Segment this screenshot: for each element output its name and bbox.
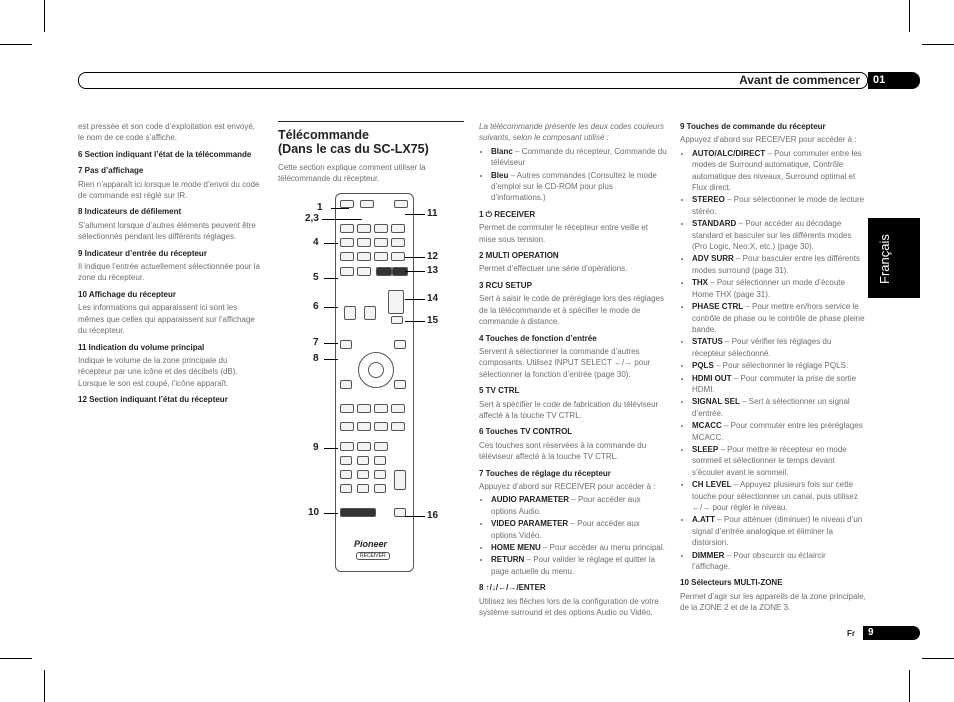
list-item: • STATUS – Pour vérifier les réglages du récepteur sélectionné. [692, 336, 866, 359]
callout-label: 1 [317, 202, 323, 213]
callout-line [405, 214, 425, 215]
list-item: • ADV SURR – Pour basculer entre les différents modes surround (page 31). [692, 253, 866, 276]
remote-title: Télécommande [278, 128, 370, 142]
video-parameter-button [394, 340, 406, 349]
receiver-control-button [391, 422, 405, 431]
callout-label: 16 [427, 510, 439, 521]
language-label: Français [877, 234, 892, 284]
callout-line [331, 208, 349, 209]
callout-label: 2,3 [305, 213, 319, 224]
column-3 [479, 121, 667, 620]
item-text: Ces touches sont réservées à la commande du téléviseur affecté à la touche TV CTRL. [479, 440, 647, 462]
input-button [340, 252, 354, 261]
chapter-number: 01 [868, 72, 920, 89]
list-item: • A.ATT – Pour atténuer (diminuer) le niveau d’un signal d’entrée analogique et éliminer la distorsion. [692, 514, 866, 548]
input-button [374, 238, 388, 247]
remote-intro: Cette section explique comment utiliser la télécommande du récepteur. [278, 163, 426, 184]
return-button [394, 380, 406, 389]
list-item: • MCACC – Pour commuter entre les préréglages MCACC. [692, 420, 866, 443]
callout-line [324, 278, 338, 279]
item-text: Rien n’apparaît ici lorsque le mode d’envoi du code de commande est réglé sur IR. [78, 179, 260, 201]
callout-line [405, 299, 425, 300]
item-heading: 2 MULTI OPERATION [479, 251, 559, 261]
item-heading: 8 ↑/↓/←/→/ENTER [479, 583, 546, 593]
crop-mark [922, 44, 954, 45]
number-button [340, 484, 352, 493]
input-select-button [340, 267, 354, 276]
list-item: • SIGNAL SEL – Sert à sélectionner un signal d’entrée. [692, 396, 866, 419]
input-button [357, 224, 371, 233]
callout-label: 14 [427, 293, 439, 304]
callout-label: 13 [427, 265, 439, 276]
receiver-control-button [391, 404, 405, 413]
tv-volume-button [364, 306, 376, 320]
column-4 [680, 121, 866, 616]
number-button [340, 470, 352, 479]
item-text: Servent à sélectionner la commande d’autres composants. Utilisez INPUT SELECT ←/→ pour sélectionner la fonction d’entrée (page 30). [479, 346, 651, 379]
item-heading: 10 Sélecteurs MULTI-ZONE [680, 578, 783, 588]
item-text: Il indique l’entrée actuellement sélectionnée pour la zone du récepteur. [78, 262, 260, 283]
list-item: • PHASE CTRL – Pour mettre en/hors service le contrôle de phase ou le contrôle de phase pleine bande. [692, 301, 866, 335]
item-text: S’allument lorsque d’autres éléments peuvent être sélectionnés pendant les différents réglages. [78, 220, 256, 242]
callout-line [324, 307, 338, 308]
item-heading: 6 Section indiquant l’état de la télécommande [78, 149, 252, 159]
list-item: • VIDEO PARAMETER – Pour accéder aux options Vidéo. [491, 518, 667, 541]
item-heading: 10 Affichage du récepteur [78, 289, 176, 299]
list-item: • HDMI OUT – Pour commuter la prise de sortie HDMI. [692, 373, 866, 396]
input-button [340, 224, 354, 233]
item-text: Permet de commuter le récepteur entre veille et mise sous tension. [479, 223, 648, 244]
receiver-control-button [340, 404, 354, 413]
callout-label: 12 [427, 251, 439, 262]
input-button [374, 252, 388, 261]
number-button [374, 484, 386, 493]
list-item: • SLEEP – Pour mettre le récepteur en mode sommeil et sélectionner le temps devant s’écouler avant le sommeil. [692, 444, 866, 478]
number-button [357, 484, 369, 493]
callout-line [405, 321, 425, 322]
volume-rocker [388, 290, 404, 314]
item-heading: 1 ⏻ RECEIVER [479, 209, 536, 219]
list-item: • PQLS – Pour sélectionner le réglage PQLS. [692, 360, 866, 371]
item-text: Utilisez les flèches lors de la configuration de votre système surround et des options Audio ou Vidéo. [479, 596, 659, 618]
crop-mark [44, 0, 45, 32]
brand-logo: Pioneer [354, 539, 388, 549]
item-heading: 3 RCU SETUP [479, 280, 532, 290]
crop-mark [922, 658, 954, 659]
receiver-controls-list [680, 148, 866, 573]
item-heading: 7 Touches de réglage du récepteur [479, 468, 611, 478]
callout-label: 6 [313, 301, 319, 312]
list-item: • CH LEVEL – Appuyez plusieurs fois sur cette touche pour sélectionner un canal, puis utilisez ←/→ pour régler le niveau. [692, 479, 866, 513]
tv-channel-button [344, 306, 356, 320]
number-button [357, 456, 369, 465]
item-heading: 7 Pas d’affichage [78, 166, 144, 176]
callout-label: 9 [313, 442, 319, 453]
callout-line [324, 243, 338, 244]
note-text: La télécommande présente les deux codes couleurs suivants, selon le composant utilisé : [479, 122, 664, 143]
callout-line [405, 516, 425, 517]
callout-line [405, 271, 425, 272]
input-button [391, 238, 405, 247]
multi-operation-button [360, 200, 374, 208]
list-item: • THX – Pour sélectionner un mode d’écoute Home THX (page 31). [692, 277, 866, 300]
callout-label: 7 [313, 337, 319, 348]
receiver-control-button [374, 442, 388, 451]
receiver-power-button [340, 200, 354, 208]
list-item: • HOME MENU – Pour accéder au menu principal. [491, 542, 667, 553]
list-item: • STANDARD – Pour accéder au décodage standard et basculer sur les différents modes (Pro Logic, Neo:X, etc.) (page 30). [692, 218, 866, 252]
list-item: • Blanc – Commande du récepteur, Commande du téléviseur [491, 146, 667, 169]
callout-label: 11 [427, 208, 438, 219]
list-item: • RETURN – Pour valider le réglage et quitter la page actuelle du menu. [491, 554, 667, 577]
item-heading: 12 Section indiquant l’état du récepteur [78, 395, 228, 405]
color-code-list [479, 146, 667, 204]
item-text: Permet d’agir sur les appareils de la zone principale, de la ZONE 2 et de la ZONE 3. [680, 591, 866, 613]
callout-line [324, 359, 338, 360]
list-item: • Bleu – Autres commandes (Consultez le mode d’emploi sur le CD-ROM pour plus d’informations.) [491, 170, 667, 204]
item-text: Sert à saisir le code de préréglage lors des réglages de la télécommande et à spécifier le mode de commande à distance. [479, 294, 664, 327]
number-button [374, 456, 386, 465]
item-text: Les informations qui apparaissent ici sont les mêmes que celles qui apparaissent sur l’affichage du récepteur. [78, 303, 255, 336]
receiver-control-button [357, 404, 371, 413]
column-1 [78, 121, 260, 408]
item-text: Appuyez d’abord sur RECEIVER pour accéder à : [680, 135, 857, 145]
input-button [340, 238, 354, 247]
input-button [391, 224, 405, 233]
source-button [394, 200, 408, 208]
item-heading: 11 Indication du volume principal [78, 342, 205, 352]
page-number: 9 [863, 626, 920, 640]
list-item: • AUTO/ALC/DIRECT – Pour commuter entre les modes de Surround automatique, Contrôle automatique des niveaux, Surround optimal et Flux direct. [692, 148, 866, 194]
input-button [357, 252, 371, 261]
item-heading: 8 Indicateurs de défilement [78, 207, 182, 217]
receiver-control-button [374, 404, 388, 413]
receiver-control-button [374, 422, 388, 431]
number-button [340, 456, 352, 465]
item-heading: 6 Touches TV CONTROL [479, 427, 573, 437]
item-heading: 9 Indicateur d’entrée du récepteur [78, 248, 207, 258]
callout-line [324, 513, 338, 514]
receiver-settings-list [479, 494, 667, 577]
callout-label: 4 [313, 237, 319, 248]
remote-label: RECEIVER [356, 552, 390, 560]
crop-mark [909, 0, 910, 32]
home-menu-button [340, 380, 352, 389]
input-select-button [357, 267, 371, 276]
intro-text: est pressée et son code d’exploitation est envoyé, le nom de ce code s’affiche. [78, 122, 255, 143]
footer-language: Fr [847, 629, 855, 638]
section-title: Avant de commencer [739, 73, 860, 87]
list-item: • STEREO – Pour sélectionner le mode de lecture stéréo. [692, 194, 866, 217]
callout-label: 15 [427, 315, 439, 326]
callout-line [322, 219, 362, 220]
language-tab [868, 218, 920, 298]
item-text: Sert à spécifier le code de fabrication du téléviseur affecté à la touche TV CTRL. [479, 399, 659, 420]
crop-mark [0, 658, 32, 659]
item-text: Appuyez d’abord sur RECEIVER pour accéder à : [479, 481, 656, 491]
list-item: • DIMMER – Pour obscurcir ou éclaircir l’affichage. [692, 550, 866, 573]
number-button [357, 470, 369, 479]
number-button [374, 470, 386, 479]
callout-label: 8 [313, 353, 319, 364]
receiver-control-button [340, 422, 354, 431]
tv-ctrl-button [376, 267, 392, 276]
crop-mark [0, 44, 32, 45]
crop-mark [44, 670, 45, 702]
callout-line [324, 343, 338, 344]
callout-line [324, 448, 338, 449]
item-heading: 9 Touches de commande du récepteur [680, 122, 826, 131]
receiver-control-button [340, 442, 354, 451]
receiver-control-button [357, 422, 371, 431]
input-button [391, 252, 405, 261]
enter-button [368, 362, 384, 378]
item-text: Permet d’effectuer une série d’opérations. [479, 264, 628, 274]
remote-control-illustration [335, 193, 414, 572]
callout-label: 10 [308, 507, 320, 518]
item-heading: 5 TV CTRL [479, 386, 520, 396]
item-heading: 4 Touches de fonction d’entrée [479, 333, 597, 343]
tune-button [394, 470, 406, 490]
input-button [374, 224, 388, 233]
remote-subtitle: (Dans le cas du SC-LX75) [278, 142, 429, 156]
list-item: • AUDIO PARAMETER – Pour accéder aux options Audio. [491, 494, 667, 517]
mute-button [391, 316, 403, 324]
item-text: Indique le volume de la zone principale du récepteur par une icône et des décibels (dB). Lorsque le son est coupé, l’icône apparaît. [78, 355, 238, 388]
callout-line [405, 257, 425, 258]
receiver-control-button [357, 442, 371, 451]
input-button [357, 238, 371, 247]
column-2 [278, 121, 464, 187]
audio-parameter-button [340, 340, 352, 349]
crop-mark [909, 670, 910, 702]
multi-zone-selector [340, 508, 376, 517]
callout-label: 5 [313, 272, 319, 283]
